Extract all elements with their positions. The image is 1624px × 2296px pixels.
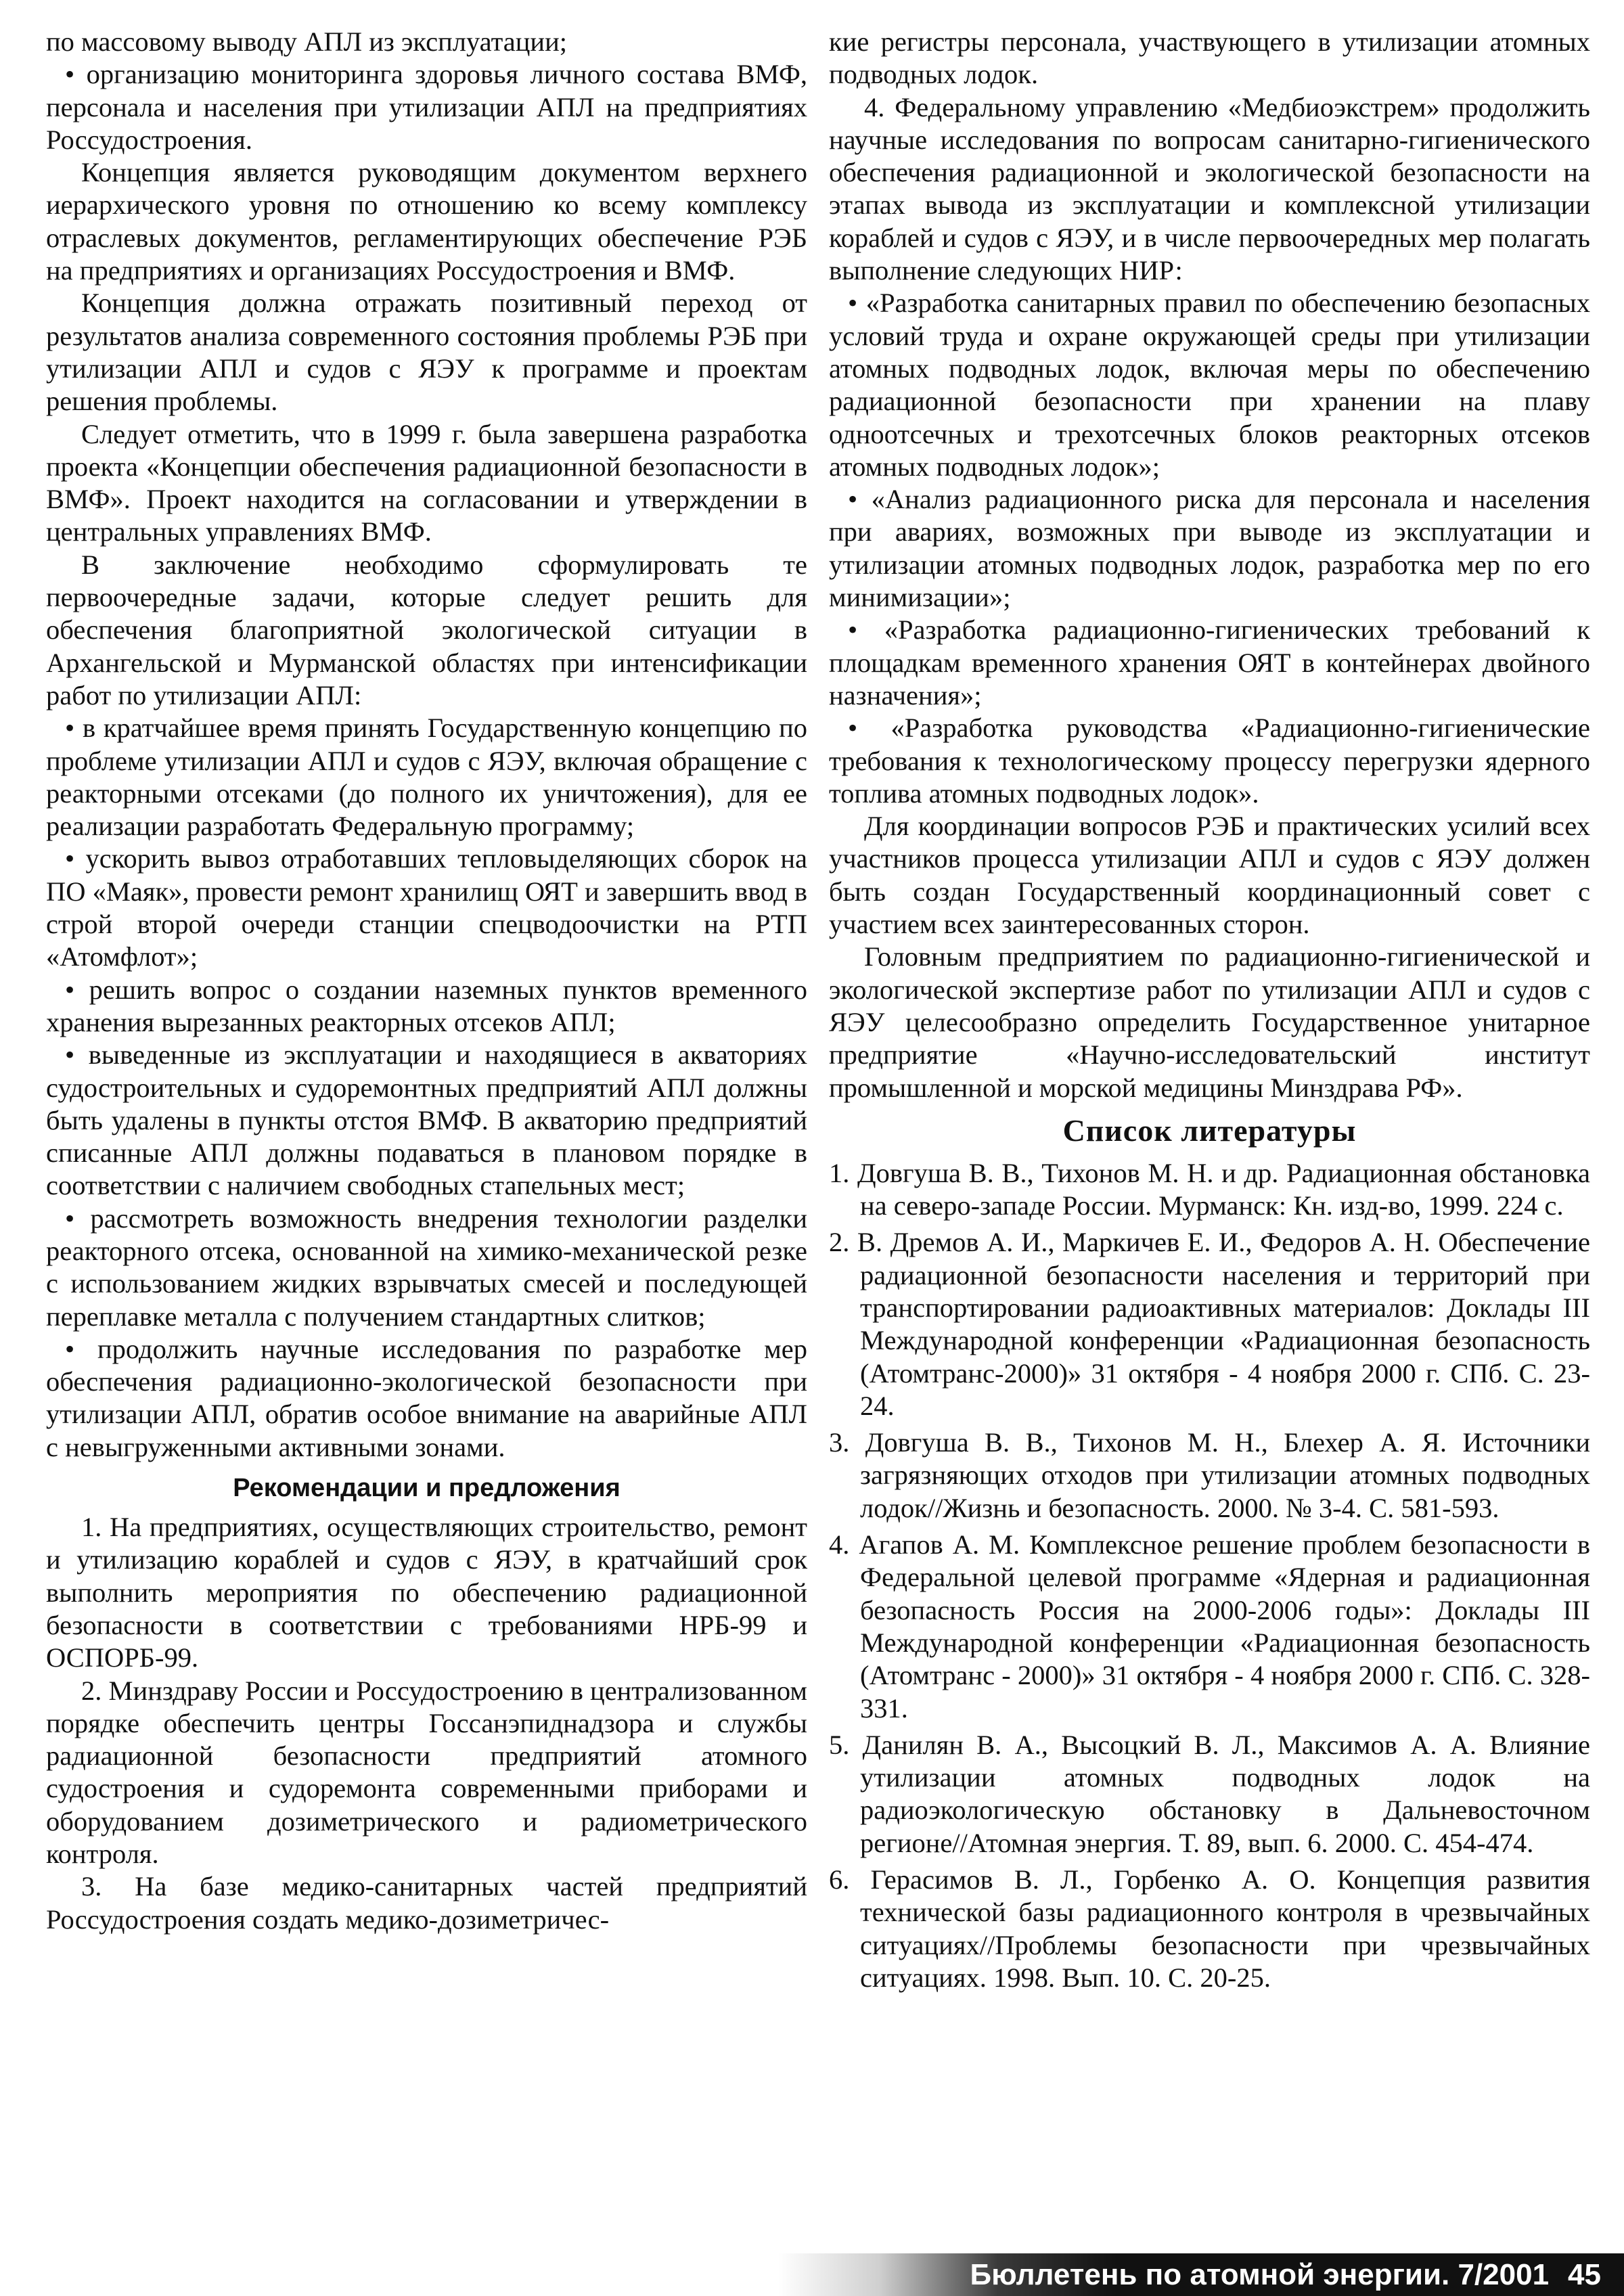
paragraph: по массовому выводу АПЛ из эксплуатации; bbox=[46, 26, 568, 57]
right-column bbox=[829, 26, 1590, 1998]
reference-item: 4. Агапов А. М. Комплексное решение проблем безопасности в Федеральной целевой программе «Ядерная и радиационная безопасность Россия на 2000-2006 годы»: Доклады III Международной конференции «Радиационная безопасность (Атомтранс - 2000)» 31 октября - 4 ноября 2000 г. СПб. С. 328-331. bbox=[829, 1529, 1590, 1724]
bullet-item: • «Анализ радиационного риска для персонала и населения при авариях, возможных при выводе из эксплуатации и утилизации атомных подводных лодок, разработка мер по его минимизации»; bbox=[829, 484, 1590, 613]
reference-item: 1. Довгуша В. В., Тихонов М. Н. и др. Радиационная обстановка на северо-западе России. Мурманск: Кн. изд-во, 1999. 224 с. bbox=[829, 1157, 1590, 1221]
bullet-item: • продолжить научные исследования по разработке мер обеспечения радиационно-экологической безопасности при утилизации АПЛ, обратив особое внимание на аварийные АПЛ с невыгруженными активными зонами. bbox=[46, 1333, 807, 1462]
paragraph: Следует отметить, что в 1999 г. была завершена разработка проекта «Концепции обеспечения радиационной безопасности в ВМФ». Проект находится на согласовании и утверждении в центральных управлениях ВМФ. bbox=[46, 418, 807, 547]
paragraph: Головным предприятием по радиационно-гигиенической и экологической экспертизе работ по утилизации АПЛ и судов с ЯЭУ целесообразно определить Государственное унитарное предприятие «Научно-исследовательский институт промышленной и морской медицины Минздрава РФ». bbox=[829, 941, 1590, 1103]
bullet-item: • организацию мониторинга здоровья личного состава ВМФ, персонала и населения при утилизации АПЛ на предприятиях Россудостроения. bbox=[46, 59, 807, 155]
bullet-item: • «Разработка санитарных правил по обеспечению безопасных условий труда и охране окружающей среды при утилизации атомных подводных лодок, включая меры по обеспечению радиационной безопасности при хранении на плаву одноотсечных и трехотсечных блоков реакторных отсеков атомных подводных лодок»; bbox=[829, 288, 1590, 482]
paragraph: В заключение необходимо сформулировать те первоочередные задачи, которые следует решить для обеспечения благоприятной экологической ситуации в Архангельской и Мурманской областях при интенсификации работ по утилизации АПЛ: bbox=[46, 549, 807, 711]
bullet-item: • ускорить вывоз отработавших тепловыделяющих сборок на ПО «Маяк», провести ремонт хранилищ ОЯТ и завершить ввод в строй второй очереди станции спецводоочистки на РТП «Атомфлот»; bbox=[46, 843, 807, 972]
journal-footer bbox=[778, 2253, 1624, 2296]
bullet-item: • «Разработка радиационно-гигиенических требований к площадкам временного хранения ОЯТ в контейнерах двойного назначения»; bbox=[829, 614, 1590, 711]
recommendation-item: 2. Минздраву России и Россудостроению в централизованном порядке обеспечить центры Госсанэпиднадзора и службы радиационной безопасности предприятий атомного судостроения и судоремонта современными приборами и оборудованием дозиметрического и радиометрического контроля. bbox=[46, 1675, 807, 1870]
bullet-item: • рассмотреть возможность внедрения технологии разделки реакторного отсека, основанной на химико-механической резке с использованием жидких взрывчатых смесей и последующей переплавке металла с получением стандартных слитков; bbox=[46, 1202, 807, 1332]
reference-item: 2. В. Дремов А. И., Маркичев Е. И., Федоров А. Н. Обеспечение радиационной безопасности населения и территорий при транспортировании радиоактивных материалов: Доклады III Международной конференции «Радиационная безопасность (Атомтранс-2000)» 31 октября - 4 ноября 2000 г. СПб. С. 23-24. bbox=[829, 1227, 1590, 1421]
reference-item: 3. Довгуша В. В., Тихонов М. Н., Блехер А. Я. Источники загрязняющих отходов при утилизации атомных подводных лодок//Жизнь и безопасность. 2000. № 3-4. С. 581-593. bbox=[829, 1427, 1590, 1523]
references-title: Список литературы bbox=[1062, 1112, 1357, 1148]
footer-text bbox=[970, 2257, 1601, 2293]
paragraph: кие регистры персонала, участвующего в утилизации атомных подводных лодок. bbox=[829, 26, 1590, 90]
recommendation-item: 1. На предприятиях, осуществляющих строительство, ремонт и утилизацию кораблей и судов с ЯЭУ, в кратчайший срок выполнить мероприятия по обеспечению радиационной безопасности в соответствии с требованиями НРБ-99 и ОСПОРБ-99. bbox=[46, 1512, 807, 1673]
page-number: 45 bbox=[1568, 2258, 1601, 2291]
bullet-item: • выведенные из эксплуатации и находящиеся в акваториях судостроительных и судоремонтных предприятий АПЛ должны быть удалены в пункты отстоя ВМФ. В акваторию предприятий списанные АПЛ должны подаваться в плановом порядке в соответствии с наличием свободных стапельных мест; bbox=[46, 1039, 807, 1201]
left-column bbox=[46, 26, 807, 1936]
reference-item: 5. Данилян В. А., Высоцкий В. Л., Максимов А. А. Влияние утилизации атомных подводных лодок на радиоэкологическую обстановку в Дальневосточном регионе//Атомная энергия. Т. 89, вып. 6. 2000. С. 454-474. bbox=[829, 1729, 1590, 1858]
paragraph: Концепция должна отражать позитивный переход от результатов анализа современного состояния проблемы РЭБ при утилизации АПЛ и судов с ЯЭУ к программе и проектам решения проблемы. bbox=[46, 288, 807, 417]
journal-name: Бюллетень по атомной энергии. 7/2001 bbox=[970, 2258, 1550, 2291]
recommendation-item: 4. Федеральному управлению «Медбиоэкстрем» продолжить научные исследования по вопросам санитарно-гигиенического обеспечения радиационной и экологической безопасности на этапах вывода из эксплуатации и комплексной утилизации кораблей и судов с ЯЭУ, и в числе первоочередных мер полагать выполнение следующих НИР: bbox=[829, 91, 1590, 286]
section-title: Рекомендации и предложения bbox=[233, 1474, 621, 1503]
recommendation-item: 3. На базе медико-санитарных частей предприятий Россудостроения создать медико-дозиметричес- bbox=[46, 1871, 807, 1935]
bullet-item: • «Разработка руководства «Радиационно-гигиенические требования к технологическому процессу перегрузки ядерного топлива атомных подводных лодок». bbox=[829, 713, 1590, 809]
bullet-item: • решить вопрос о создании наземных пунктов временного хранения вырезанных реакторных отсеков АПЛ; bbox=[46, 974, 807, 1037]
bullet-item: • в кратчайшее время принять Государственную концепцию по проблеме утилизации АПЛ и судов с ЯЭУ, включая обращение с реакторными отсеками (до полного их уничтожения), для ее реализации разработать Федеральную программу; bbox=[46, 713, 807, 842]
paragraph: Для координации вопросов РЭБ и практических усилий всех участников процесса утилизации АПЛ и судов с ЯЭУ должен быть создан Государственный координационный совет с участием всех заинтересованных сторон. bbox=[829, 811, 1590, 940]
reference-item: 6. Герасимов В. Л., Горбенко А. О. Концепция развития технической базы радиационного контроля в чрезвычайных ситуациях//Проблемы безопасности при чрезвычайных ситуациях. 1998. Вып. 10. С. 20-25. bbox=[829, 1864, 1590, 1993]
paragraph: Концепция является руководящим документом верхнего иерархического уровня по отношению ко всему комплексу отраслевых документов, регламентирующих обеспечение РЭБ на предприятиях и организациях Россудостроения и ВМФ. bbox=[46, 157, 807, 286]
